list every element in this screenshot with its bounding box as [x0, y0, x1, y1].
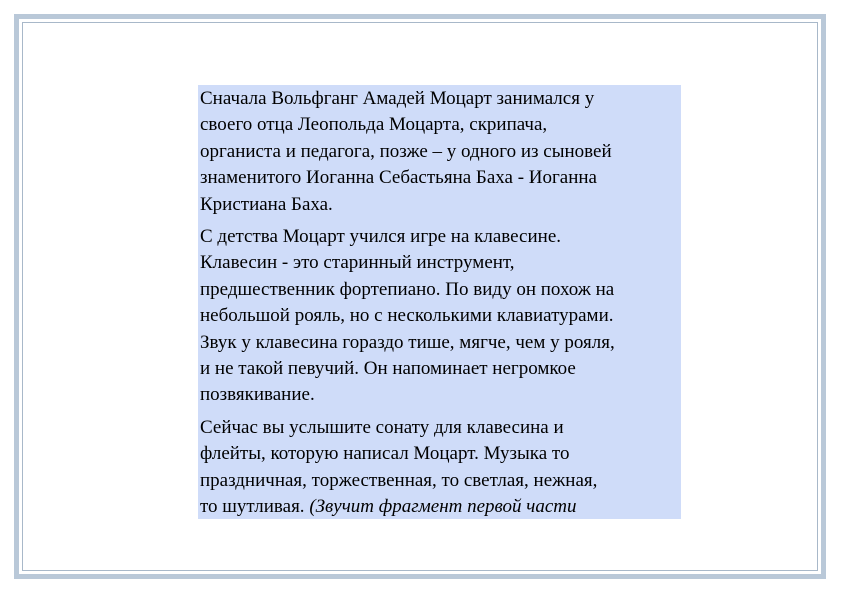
- text-line: флейты, которую написал Моцарт. Музыка то: [200, 443, 570, 465]
- text-line: небольшой рояль, но с несколькими клавиатурами.: [200, 305, 614, 327]
- paragraph-harpsichord: [200, 224, 679, 409]
- text-line: органиста и педагога, позже – у одного из сыновей: [200, 140, 612, 162]
- text-line: своего отца Леопольда Моцарта, скрипача,: [200, 114, 548, 136]
- text-line-mixed: [200, 494, 679, 519]
- text-fragment: то шутливая.: [200, 496, 310, 518]
- text-box: [198, 85, 681, 519]
- paragraph-teachers: [200, 86, 679, 218]
- text-line: Клавесин - это старинный инструмент,: [200, 252, 515, 274]
- stage-direction-text: (Звучит фрагмент первой части: [309, 496, 577, 518]
- text-line: Сейчас вы услышите сонату для клавесина и: [200, 416, 564, 438]
- text-line: Звук у клавесина гораздо тише, мягче, чем у рояля,: [200, 331, 615, 353]
- text-line: праздничная, торжественная, то светлая, нежная,: [200, 469, 598, 491]
- text-line: и не такой певучий. Он напоминает негромкое: [200, 358, 576, 380]
- text-line: предшественник фортепиано. По виду он похож на: [200, 278, 615, 300]
- text-line: позвякивание.: [200, 384, 315, 406]
- paragraph-sonata: [200, 415, 679, 519]
- text-line: С детства Моцарт учился игре на клавесине.: [200, 226, 562, 248]
- text-line: Сначала Вольфганг Амадей Моцарт занимался у: [200, 88, 595, 109]
- text-line: Кристиана Баха.: [200, 193, 333, 215]
- text-line: знаменитого Иоганна Себастьяна Баха - Иоганна: [200, 167, 597, 189]
